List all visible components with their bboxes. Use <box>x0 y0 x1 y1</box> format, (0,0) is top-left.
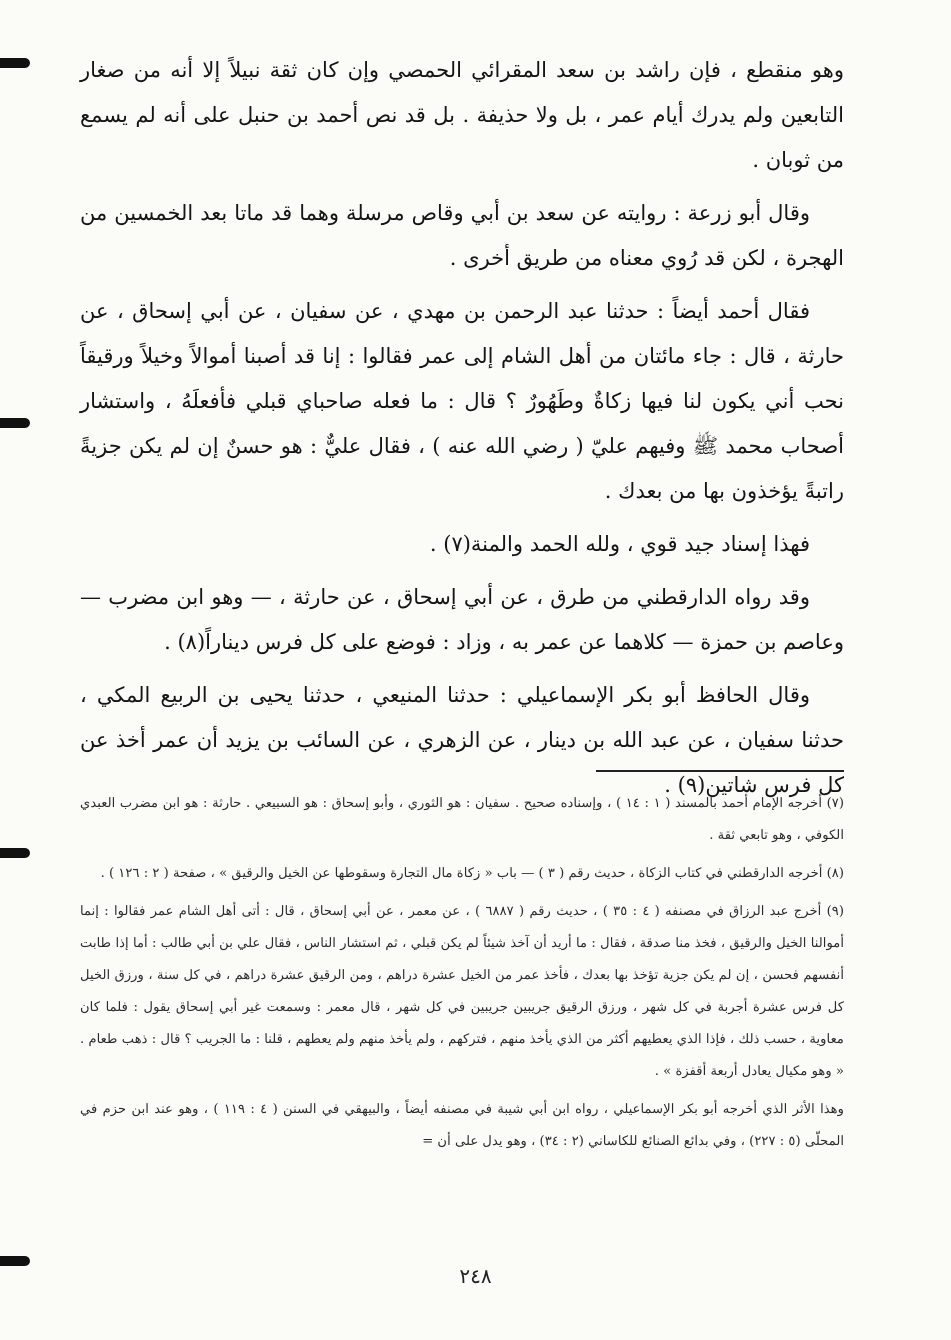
footnotes <box>80 788 844 1164</box>
footnote-9: (٩) أخرج عبد الرزاق في مصنفه ( ٤ : ٣٥ ) ، حديث رقم ( ٦٨٨٧ ) ، عن معمر ، عن أبي إسحاق ، قال : أتى أهل الشام عمر فقالوا : إنما أموالنا الخيل والرقيق ، فخذ منا صدقة ، فقال : ما أريد أن آخذ شيئاً لم يكن قبلي ، ثم استشار الناس ، فقال علي بن أبي طالب : أما إذا طابت أنفسهم فحسن ، إن لم يكن جزية تؤخذ بها بعدك ، فأخذ عمر من الخيل عشرة دراهم ، ومن الرقيق عشرة دراهم ، في كل سنة ، ورزق الخيل كل فرس عشرة أجربة في كل شهر ، ورزق الرقيق جريبين جريبين في كل شهر ، قال معمر : وسمعت غير أبي إسحاق يقول : فلما كان معاوية ، حسب ذلك ، فإذا الذي يعطيهم أكثر من الذي يأخذ منهم ، فتركهم ، ولم يأخذ منهم ولم يعطهم ، قلنا : ما الجريب ؟ قال : ذهب طعام . « وهو مكيال يعادل أربعة أقفزة » . <box>80 904 845 1079</box>
page-number: ٢٤٨ <box>459 1264 492 1288</box>
footnote-8: (٨) أخرجه الدارقطني في كتاب الزكاة ، حديث رقم ( ٣ ) — باب « زكاة مال التجارة وسقوطها عن الخيل والرقيق » ، صفحة ( ٢ : ١٢٦ ) . <box>100 866 844 881</box>
footnote-separator <box>596 770 844 772</box>
footnote-9-continuation: وهذا الأثر الذي أخرجه أبو بكر الإسماعيلي ، رواه ابن أبي شيبة في مصنفه أيضاً ، والبيهقي في السنن ( ٤ : ١١٩ ) ، وهو عند ابن حزم في المحلّى (٥ : ٢٢٧) ، وفي بدائع الصنائع للكاساني (٢ : ٣٤) ، وهو يدل على أن = <box>80 1102 845 1149</box>
paragraph-6: وقال الحافظ أبو بكر الإسماعيلي : حدثنا المنيعي ، حدثنا يحيى بن الربيع المكي ، حدثنا سفيان ، عن عبد الله بن دينار ، عن الزهري ، عن السائب بن يزيد أن عمر أخذ عن كل فرس شاتين(٩) . <box>80 683 844 797</box>
scan-edge-mark <box>0 58 30 68</box>
paragraph-3: فقال أحمد أيضاً : حدثنا عبد الرحمن بن مهدي ، عن سفيان ، عن أبي إسحاق ، عن حارثة ، قال : جاء مائتان من أهل الشام إلى عمر فقالوا : إنا قد أصبنا أموالاً وخيلاً ورقيقاً نحب أني يكون لنا فيها زكاةٌ وطَهُورٌ ؟ قال : ما فعله صاحباي قبلي فأفعلَهُ ، واستشار أصحاب محمد ﷺ وفيهم عليّ ( رضي الله عنه ) ، فقال عليٌّ : هو حسنٌ إن لم يكن جزيةً راتبةً يؤخذون بها من بعدك . <box>80 299 844 503</box>
paragraph-5: وقد رواه الدارقطني من طرق ، عن أبي إسحاق ، عن حارثة ، — وهو ابن مضرب — وعاصم بن حمزة — كلاهما عن عمر به ، وزاد : فوضع على كل فرس ديناراً(٨) . <box>80 585 844 654</box>
scan-edge-mark <box>0 418 30 428</box>
paragraph-2: وقال أبو زرعة : روايته عن سعد بن أبي وقاص مرسلة وهما قد ماتا بعد الخمسين من الهجرة ، لكن قد رُوي معناه من طريق أخرى . <box>80 201 844 270</box>
main-text <box>80 48 844 816</box>
footnote-7: (٧) أخرجه الإمام أحمد بالمسند ( ١ : ١٤ ) ، وإسناده صحيح . سفيان : هو الثوري ، وأبو إسحاق : هو السبيعي . حارثة : هو ابن مضرب العبدي الكوفي ، وهو تابعي ثقة . <box>80 796 845 843</box>
scan-edge-mark <box>0 848 30 858</box>
paragraph-1: وهو منقطع ، فإن راشد بن سعد المقرائي الحمصي وإن كان ثقة نبيلاً إلا أنه من صغار التابعين ولم يدرك أيام عمر ، بل ولا حذيفة . بل قد نص أحمد بن حنبل على أنه لم يسمع من ثوبان . <box>80 58 844 172</box>
paragraph-4: فهذا إسناد جيد قوي ، ولله الحمد والمنة(٧) . <box>429 532 810 556</box>
